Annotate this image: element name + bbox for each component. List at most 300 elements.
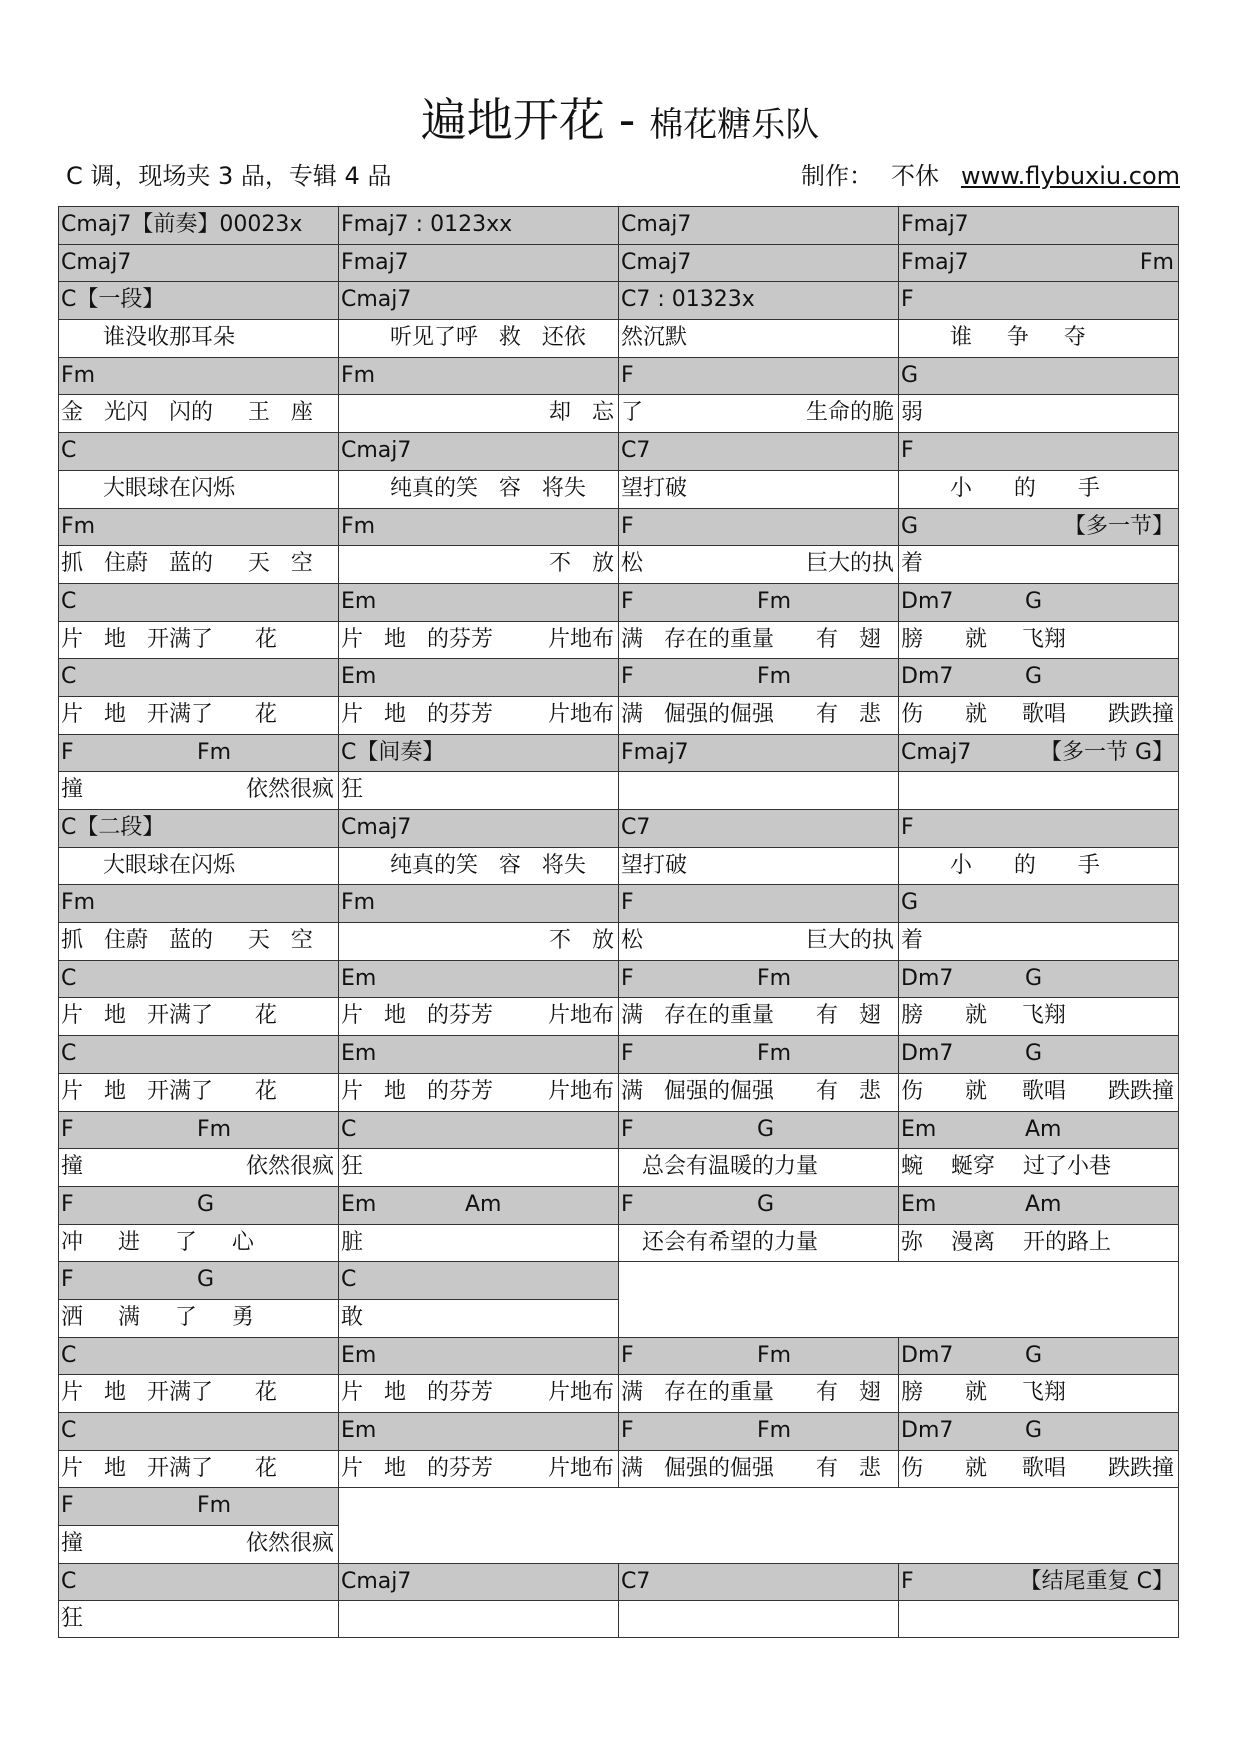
chord-label: F <box>621 965 634 991</box>
credit-author: 不休 <box>890 162 939 190</box>
lyric-text: 望打破 <box>621 475 688 501</box>
chord-label-second: Fm <box>197 1493 232 1519</box>
lyric-text: 脏 <box>341 1229 364 1255</box>
empty-cell <box>338 1487 618 1525</box>
chord-label: C【二段】 <box>61 815 165 840</box>
lyric-text: 大眼球在闪烁 <box>61 852 235 878</box>
lyric-cell <box>898 1374 1179 1412</box>
chord-label: F <box>621 1191 634 1217</box>
chord-label: C <box>61 588 77 614</box>
empty-cell <box>618 1299 898 1337</box>
chord-label: Em <box>341 1191 377 1217</box>
lyric-text: 撞 <box>61 1531 84 1557</box>
chord-label: F <box>621 1342 634 1368</box>
chord-label: C <box>61 664 77 690</box>
chord-cell <box>898 1035 1179 1073</box>
lyric-text: 撞 <box>61 777 84 803</box>
lyric-text: 敢 <box>341 1304 364 1330</box>
chord-label: F <box>621 1041 634 1067</box>
lyric-cell <box>898 621 1179 659</box>
chord-label: C <box>61 1418 77 1443</box>
lyric-text: 片 地 的芬芳 <box>341 1003 493 1029</box>
chord-row <box>58 357 1179 395</box>
chord-cell <box>58 1412 338 1450</box>
lyric-cell <box>58 847 338 885</box>
chord-label-second: Fm <box>757 588 792 614</box>
chord-cell <box>618 357 898 395</box>
lyric-cell <box>58 1374 338 1412</box>
chord-label: F <box>621 362 634 388</box>
credit <box>801 160 1180 192</box>
lyric-cell <box>58 922 338 960</box>
lyric-text-right: 依然很疯 <box>245 777 334 803</box>
chord-cell <box>618 1412 898 1450</box>
lyric-cell <box>618 394 898 432</box>
chord-cell <box>618 1186 898 1224</box>
lyric-cell <box>338 1224 618 1262</box>
chord-label: Em <box>901 1116 937 1142</box>
chord-label-second: Fm <box>757 1418 792 1443</box>
lyric-cell <box>618 696 898 734</box>
chord-label-second: G <box>1025 588 1043 614</box>
chord-cell <box>58 1563 338 1601</box>
chord-label: G <box>901 513 919 539</box>
chord-label-second: G <box>1025 1418 1043 1443</box>
lyric-text-right: 跌跌撞 <box>1107 1455 1174 1481</box>
chord-label: F <box>61 739 74 765</box>
chord-label: Cmaj7 <box>61 249 132 275</box>
chord-label: Em <box>341 1418 377 1443</box>
lyric-cell <box>618 319 898 357</box>
lyric-text: 蜿 蜒穿 过了小巷 <box>901 1154 1111 1180</box>
song-title-line <box>0 92 1240 153</box>
chord-label: Fm <box>61 362 96 388</box>
chord-cell <box>338 1337 618 1375</box>
lyric-text: 满 存在的重量 有 翅 <box>621 626 881 652</box>
lyric-text: 松 <box>621 928 644 954</box>
lyric-cell <box>338 1299 618 1337</box>
lyric-cell <box>898 1600 1179 1638</box>
lyric-cell <box>618 1073 898 1111</box>
lyric-row <box>58 545 1179 583</box>
chord-label-second: G <box>197 1191 215 1217</box>
chord-cell <box>898 1337 1179 1375</box>
chord-cell <box>338 1111 618 1149</box>
chord-cell <box>898 206 1179 244</box>
lyric-text: 然沉默 <box>621 325 688 351</box>
chord-row <box>58 1261 1179 1299</box>
chord-cell <box>898 658 1179 696</box>
chord-cell <box>618 658 898 696</box>
chord-label: C7 <box>621 815 651 840</box>
lyric-text-right: 却 忘 <box>549 400 614 426</box>
chord-label: Cmaj7 <box>901 739 972 765</box>
chord-row <box>58 432 1179 470</box>
chord-cell <box>898 884 1179 922</box>
chord-label-second: Fm <box>757 664 792 690</box>
chord-label: Em <box>341 965 377 991</box>
lyric-text-right: 片地布 <box>547 626 614 652</box>
lyric-cell <box>58 1073 338 1111</box>
empty-cell <box>898 1299 1179 1337</box>
lyric-text: 谁没收那耳朵 <box>61 325 235 351</box>
lyric-cell <box>618 847 898 885</box>
lyric-cell <box>618 1600 898 1638</box>
chord-label: Dm7 <box>901 965 954 991</box>
lyric-text: 弱 <box>901 400 924 426</box>
lyric-text-right: 不 放 <box>549 551 614 577</box>
chord-cell <box>898 432 1179 470</box>
lyric-cell <box>58 470 338 508</box>
song-title: 遍地开花 <box>420 93 605 147</box>
lyric-text-right: 依然很疯 <box>245 1531 334 1557</box>
lyric-cell <box>58 696 338 734</box>
subtitle-line <box>60 160 1180 192</box>
chord-row <box>58 1035 1179 1073</box>
lyric-cell <box>338 696 618 734</box>
chord-cell <box>58 508 338 546</box>
lyric-row <box>58 771 1179 809</box>
lyric-text: 片 地 的芬芳 <box>341 701 493 727</box>
lyric-text: 片 地 开满了 花 <box>61 1003 277 1029</box>
chord-cell <box>58 960 338 998</box>
lyric-cell <box>898 922 1179 960</box>
chord-note-right: 【多一节】 <box>1063 513 1174 539</box>
chord-cell <box>898 244 1179 282</box>
chord-cell <box>338 1412 618 1450</box>
lyric-row <box>58 470 1179 508</box>
lyric-cell <box>898 771 1179 809</box>
chord-label-second: Am <box>465 1191 502 1217</box>
chord-cell <box>58 809 338 847</box>
lyric-text: 小 的 手 <box>901 475 1100 501</box>
chord-label: C <box>341 1267 357 1293</box>
lyric-cell <box>58 1450 338 1488</box>
lyric-cell <box>58 1600 338 1638</box>
chord-row <box>58 960 1179 998</box>
lyric-text: 伤 就 歌唱 <box>901 701 1066 727</box>
lyric-cell <box>898 1450 1179 1488</box>
lyric-text: 着 <box>901 551 924 577</box>
artist-name: 棉花糖乐队 <box>649 105 820 145</box>
lyric-cell <box>338 545 618 583</box>
chord-label: F <box>621 588 634 614</box>
chord-label: C【一段】 <box>61 287 165 313</box>
lyric-cell <box>898 696 1179 734</box>
lyric-text: 弥 漫离 开的路上 <box>901 1229 1111 1255</box>
title-separator: - <box>618 93 636 147</box>
chord-label-second: G <box>1025 664 1043 690</box>
lyric-cell <box>338 922 618 960</box>
chord-row <box>58 734 1179 772</box>
lyric-cell <box>618 470 898 508</box>
chord-label: F <box>901 438 914 464</box>
lyric-cell <box>618 771 898 809</box>
lyric-text-right: 片地布 <box>547 701 614 727</box>
chord-label-second: Fm <box>197 739 232 765</box>
chord-label: Fm <box>61 513 96 539</box>
lyric-cell <box>898 394 1179 432</box>
chord-cell <box>338 1261 618 1299</box>
lyric-text: 大眼球在闪烁 <box>61 475 235 501</box>
chord-label: F <box>901 815 914 840</box>
lyric-row <box>58 696 1179 734</box>
lyric-text: 膀 就 飞翔 <box>901 1380 1066 1406</box>
chord-row <box>58 1111 1179 1149</box>
lyric-text-right: 不 放 <box>549 928 614 954</box>
chord-cell <box>618 1563 898 1601</box>
chord-cell <box>898 734 1179 772</box>
chord-label: Fm <box>341 890 376 916</box>
lyric-text: 谁 争 夺 <box>901 325 1086 351</box>
lyric-text: 满 倔强的倔强 有 悲 <box>621 1078 881 1104</box>
lyric-text-right: 巨大的执 <box>805 928 894 954</box>
lyric-text-right: 片地布 <box>547 1078 614 1104</box>
lyric-text: 小 的 手 <box>901 852 1100 878</box>
chord-label: Cmaj7 <box>341 1568 412 1594</box>
lyric-cell <box>898 319 1179 357</box>
lyric-cell <box>338 1600 618 1638</box>
lyric-text: 伤 就 歌唱 <box>901 1078 1066 1104</box>
lyric-cell <box>58 1224 338 1262</box>
chord-row <box>58 1337 1179 1375</box>
lyric-cell <box>898 847 1179 885</box>
lyric-cell <box>618 997 898 1035</box>
lyric-text: 满 存在的重量 有 翅 <box>621 1003 881 1029</box>
lyric-text-right: 依然很疯 <box>245 1154 334 1180</box>
chord-label-second: Fm <box>757 1342 792 1368</box>
lyric-row <box>58 319 1179 357</box>
lyric-text: 着 <box>901 928 924 954</box>
lyric-text: 纯真的笑 容 将失 <box>341 475 586 501</box>
chord-label: Fmaj7 <box>901 212 969 237</box>
chord-cell <box>618 508 898 546</box>
chord-row <box>58 1412 1179 1450</box>
lyric-cell <box>338 470 618 508</box>
chord-cell <box>618 1337 898 1375</box>
lyric-cell <box>898 1224 1179 1262</box>
lyric-cell <box>898 1073 1179 1111</box>
chord-cell <box>618 432 898 470</box>
chord-label: Em <box>341 1041 377 1067</box>
chord-cell <box>58 1261 338 1299</box>
chord-cell <box>898 1111 1179 1149</box>
chord-label-second: G <box>1025 965 1043 991</box>
lyric-text: 伤 就 歌唱 <box>901 1455 1066 1481</box>
chord-cell <box>338 658 618 696</box>
lyric-text: 抓 住蔚 蓝的 天 空 <box>61 928 313 954</box>
lyric-text: 片 地 的芬芳 <box>341 1455 493 1481</box>
lyric-row <box>58 922 1179 960</box>
chord-label: Cmaj7 <box>621 212 692 237</box>
lyric-cell <box>338 771 618 809</box>
chord-cell <box>338 357 618 395</box>
lyric-text: 洒 满 了 勇 <box>61 1304 254 1330</box>
chord-cell <box>618 960 898 998</box>
lyric-text-right: 生命的脆 <box>805 400 894 426</box>
lyric-text: 冲 进 了 心 <box>61 1229 254 1255</box>
chord-label: Cmaj7 <box>621 249 692 275</box>
chord-label: Fm <box>341 362 376 388</box>
chord-row <box>58 244 1179 282</box>
chord-note-right: Fm <box>1139 249 1174 275</box>
chord-cell <box>898 1563 1179 1601</box>
lyric-text: 片 地 开满了 花 <box>61 1078 277 1104</box>
chord-cell <box>618 734 898 772</box>
lyric-cell <box>898 1148 1179 1186</box>
empty-cell <box>338 1525 618 1563</box>
chord-cell <box>618 884 898 922</box>
lyric-text-right: 片地布 <box>547 1380 614 1406</box>
lyric-cell <box>618 545 898 583</box>
lyric-cell <box>58 621 338 659</box>
chord-cell <box>338 884 618 922</box>
chord-label: Dm7 <box>901 1342 954 1368</box>
lyric-cell <box>898 545 1179 583</box>
credit-label: 制作： <box>800 162 873 190</box>
empty-cell <box>618 1487 898 1525</box>
chord-cell <box>338 206 618 244</box>
chord-row <box>58 281 1179 319</box>
chord-cell <box>898 960 1179 998</box>
lyric-text-right: 片地布 <box>547 1003 614 1029</box>
lyric-cell <box>58 319 338 357</box>
chord-label: Fmaj7 <box>901 249 969 275</box>
chord-label-second: G <box>1025 1041 1043 1067</box>
chord-label: Em <box>341 1342 377 1368</box>
chord-label: C7 <box>621 438 651 464</box>
lyric-text: 片 地 的芬芳 <box>341 1078 493 1104</box>
chord-note-right: 【多一节 G】 <box>1039 739 1174 765</box>
empty-cell <box>898 1261 1179 1299</box>
chord-cell <box>618 1035 898 1073</box>
chord-label: Em <box>901 1191 937 1217</box>
chord-label: F <box>621 513 634 539</box>
chord-label-second: G <box>197 1267 215 1293</box>
chord-label: Fmaj7 <box>621 739 689 765</box>
chord-label: F <box>901 287 914 313</box>
chord-sheet-table <box>58 206 1179 1638</box>
lyric-cell <box>898 997 1179 1035</box>
chord-label: F <box>61 1191 74 1217</box>
chord-label: Cmaj7 <box>341 287 412 313</box>
lyric-text: 满 倔强的倔强 有 悲 <box>621 701 881 727</box>
lyric-row <box>58 1374 1179 1412</box>
lyric-row <box>58 1450 1179 1488</box>
chord-label: Em <box>341 664 377 690</box>
chord-label: Dm7 <box>901 664 954 690</box>
chord-label-second: Fm <box>197 1116 232 1142</box>
lyric-text-right: 片地布 <box>547 1455 614 1481</box>
lyric-text: 听见了呼 救 还依 <box>341 325 586 351</box>
chord-cell <box>338 244 618 282</box>
chord-cell <box>58 281 338 319</box>
lyric-cell <box>58 771 338 809</box>
chord-cell <box>58 583 338 621</box>
chord-cell <box>618 1111 898 1149</box>
lyric-cell <box>58 1148 338 1186</box>
chord-label: C <box>61 438 77 464</box>
chord-cell <box>58 1111 338 1149</box>
chord-label: F <box>901 1568 914 1594</box>
lyric-row <box>58 1299 1179 1337</box>
lyric-text: 片 地 开满了 花 <box>61 1380 277 1406</box>
lyric-text: 片 地 的芬芳 <box>341 1380 493 1406</box>
lyric-text: 片 地 开满了 花 <box>61 1455 277 1481</box>
chord-label: F <box>61 1493 74 1519</box>
lyric-text: 望打破 <box>621 852 688 878</box>
lyric-text: 膀 就 飞翔 <box>901 1003 1066 1029</box>
chord-cell <box>898 357 1179 395</box>
chord-label: F <box>621 1418 634 1443</box>
lyric-cell <box>338 394 618 432</box>
lyric-text: 膀 就 飞翔 <box>901 626 1066 652</box>
lyric-row <box>58 1224 1179 1262</box>
lyric-text: 狂 <box>341 1154 364 1180</box>
chord-row <box>58 508 1179 546</box>
chord-label: C <box>341 1116 357 1142</box>
lyric-text: 片 地 的芬芳 <box>341 626 493 652</box>
chord-row <box>58 583 1179 621</box>
chord-label: G <box>901 362 919 388</box>
chord-label: C <box>61 1342 77 1368</box>
chord-label-second: Fm <box>757 1041 792 1067</box>
lyric-row <box>58 621 1179 659</box>
chord-label: F <box>621 664 634 690</box>
chord-label: G <box>901 890 919 916</box>
chord-cell <box>58 1186 338 1224</box>
chord-label: F <box>621 890 634 916</box>
chord-cell <box>338 1186 618 1224</box>
lyric-text: 片 地 开满了 花 <box>61 626 277 652</box>
lyric-text-right: 跌跌撞 <box>1107 1078 1174 1104</box>
lyric-text: 金 光闪 闪的 王 座 <box>61 400 313 426</box>
chord-label: Cmaj7 <box>341 815 412 840</box>
lyric-text-right: 跌跌撞 <box>1107 701 1174 727</box>
chord-cell <box>618 244 898 282</box>
lyric-cell <box>618 1224 898 1262</box>
empty-cell <box>898 1525 1179 1563</box>
lyric-cell <box>338 319 618 357</box>
chord-cell <box>58 357 338 395</box>
lyric-row <box>58 1525 1179 1563</box>
chord-cell <box>58 658 338 696</box>
lyric-cell <box>898 470 1179 508</box>
chord-label-second: Fm <box>757 965 792 991</box>
chord-row <box>58 1186 1179 1224</box>
chord-cell <box>618 281 898 319</box>
lyric-text-right: 巨大的执 <box>805 551 894 577</box>
lyric-cell <box>58 545 338 583</box>
lyric-text: 狂 <box>61 1606 84 1632</box>
chord-note-right: 【结尾重复 C】 <box>1019 1568 1174 1594</box>
chord-cell <box>58 206 338 244</box>
website-link[interactable]: www.flybuxiu.com <box>960 162 1180 190</box>
lyric-row <box>58 1148 1179 1186</box>
chord-label: C7 <box>621 1568 651 1594</box>
lyric-cell <box>338 1148 618 1186</box>
chord-row <box>58 658 1179 696</box>
lyric-row <box>58 394 1179 432</box>
chord-label: C <box>61 965 77 991</box>
key-info: C 调，现场夹 3 品，专辑 4 品 <box>66 162 392 190</box>
lyric-text: 总会有温暖的力量 <box>621 1154 818 1180</box>
chord-label: C【间奏】 <box>341 739 445 765</box>
lyric-row <box>58 997 1179 1035</box>
lyric-cell <box>338 997 618 1035</box>
chord-label-second: Am <box>1025 1116 1062 1142</box>
chord-label: Fmaj7 <box>341 249 409 275</box>
